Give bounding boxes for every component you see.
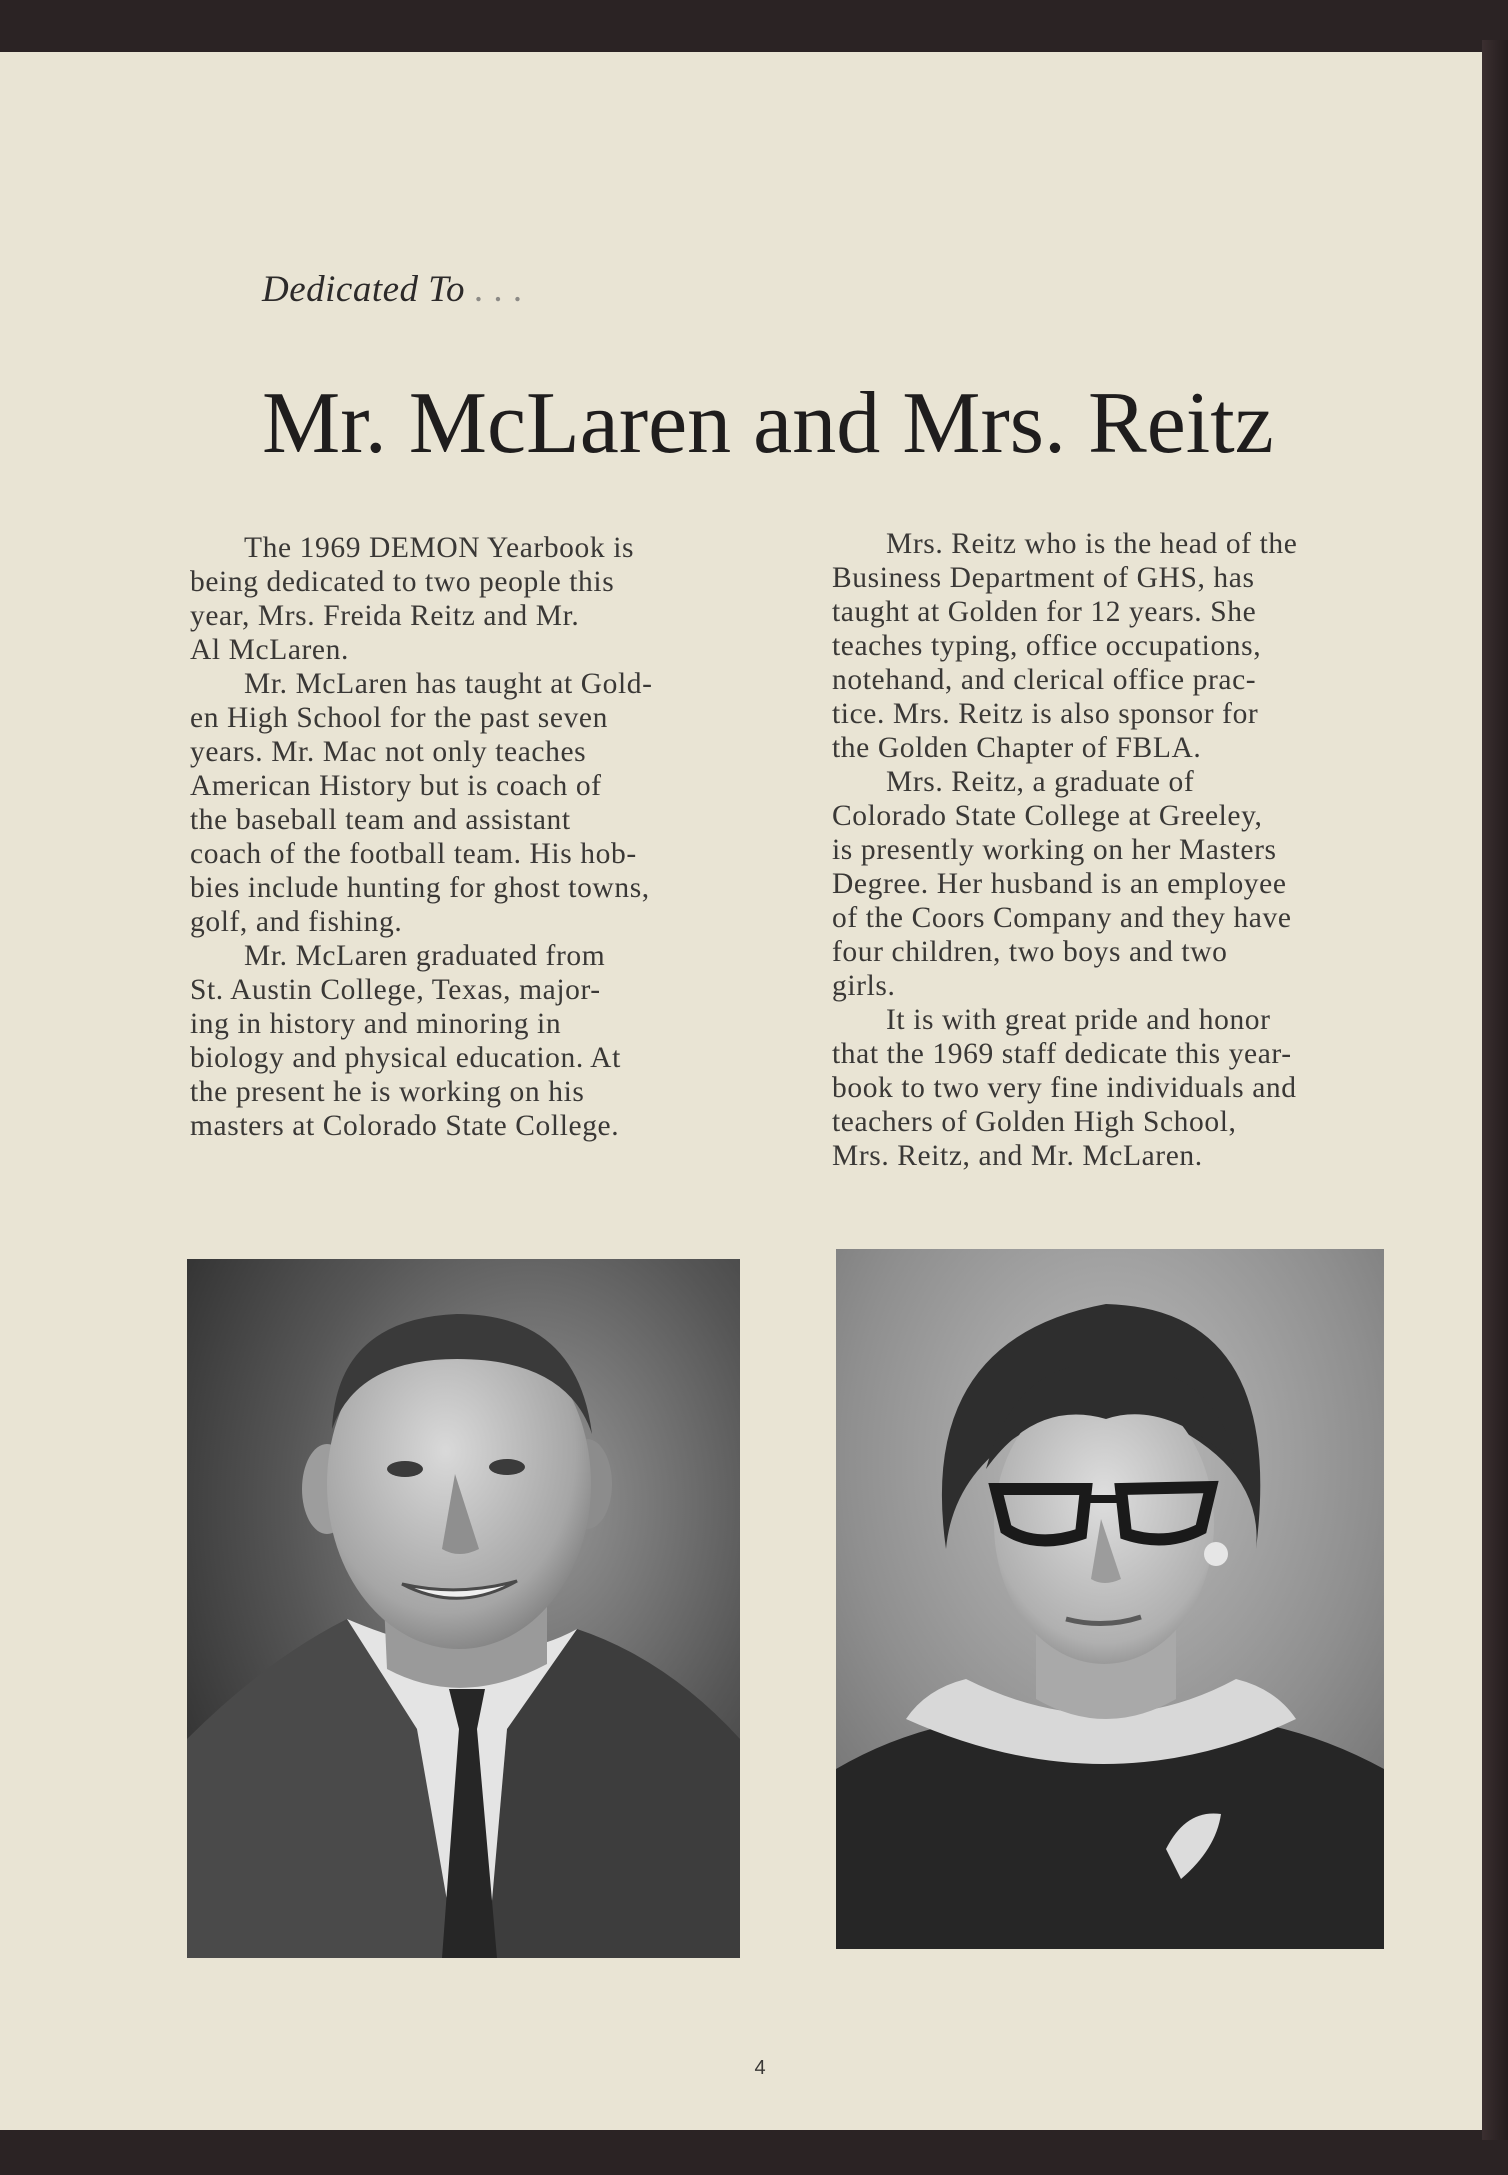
text-line: bies include hunting for ghost towns, xyxy=(190,872,650,904)
left-text-column xyxy=(190,531,750,1143)
text-line: coach of the football team. His hob- xyxy=(190,838,637,870)
text-line: teachers of Golden High School, xyxy=(832,1106,1237,1138)
text-line: girls. xyxy=(832,970,896,1002)
text-line: Mrs. Reitz, a graduate of xyxy=(886,766,1195,798)
text-line: years. Mr. Mac not only teaches xyxy=(190,736,587,768)
text-line: of the Coors Company and they have xyxy=(832,902,1292,934)
text-line: It is with great pride and honor xyxy=(886,1004,1271,1036)
dedication-label xyxy=(262,268,523,311)
dedication-ellipsis: . . . xyxy=(464,269,524,310)
page-number: 4 xyxy=(754,2057,766,2079)
page-edge xyxy=(1482,40,1508,2140)
text-line: golf, and fishing. xyxy=(190,906,403,938)
text-line: the Golden Chapter of FBLA. xyxy=(832,732,1202,764)
right-text-column xyxy=(832,527,1392,1173)
text-line: masters at Colorado State College. xyxy=(190,1110,620,1142)
text-line: teaches typing, office occupations, xyxy=(832,630,1262,662)
text-line: Mr. McLaren graduated from xyxy=(244,940,606,972)
text-line: ing in history and minoring in xyxy=(190,1008,562,1040)
text-line: year, Mrs. Freida Reitz and Mr. xyxy=(190,600,580,632)
text-line: tice. Mrs. Reitz is also sponsor for xyxy=(832,698,1259,730)
text-line: four children, two boys and two xyxy=(832,936,1228,968)
text-line: being dedicated to two people this xyxy=(190,566,615,598)
text-line: Al McLaren. xyxy=(190,634,349,666)
text-line: American History but is coach of xyxy=(190,770,602,802)
text-line: Colorado State College at Greeley, xyxy=(832,800,1263,832)
portrait-woman-icon xyxy=(836,1249,1384,1949)
text-line: Business Department of GHS, has xyxy=(832,562,1255,594)
text-line: Mr. McLaren has taught at Gold- xyxy=(244,668,653,700)
text-line: biology and physical education. At xyxy=(190,1042,621,1074)
text-line: book to two very fine individuals and xyxy=(832,1072,1297,1104)
text-line: Mrs. Reitz, and Mr. McLaren. xyxy=(832,1140,1203,1172)
text-line: that the 1969 staff dedicate this year- xyxy=(832,1038,1292,1070)
mclaren-portrait-photo xyxy=(187,1259,740,1958)
page-title: Mr. McLaren and Mrs. Reitz xyxy=(262,375,1274,472)
text-line: the present he is working on his xyxy=(190,1076,585,1108)
text-line: Mrs. Reitz who is the head of the xyxy=(886,528,1298,560)
text-line: taught at Golden for 12 years. She xyxy=(832,596,1257,628)
reitz-portrait-photo xyxy=(836,1249,1384,1949)
text-line: The 1969 DEMON Yearbook is xyxy=(244,532,635,564)
text-line: is presently working on her Masters xyxy=(832,834,1277,866)
dedication-label-text: Dedicated To xyxy=(262,269,465,310)
text-line: en High School for the past seven xyxy=(190,702,608,734)
text-line: St. Austin College, Texas, major- xyxy=(190,974,601,1006)
text-line: Degree. Her husband is an employee xyxy=(832,868,1287,900)
portrait-man-icon xyxy=(187,1259,740,1958)
text-line: the baseball team and assistant xyxy=(190,804,571,836)
text-line: notehand, and clerical office prac- xyxy=(832,664,1257,696)
